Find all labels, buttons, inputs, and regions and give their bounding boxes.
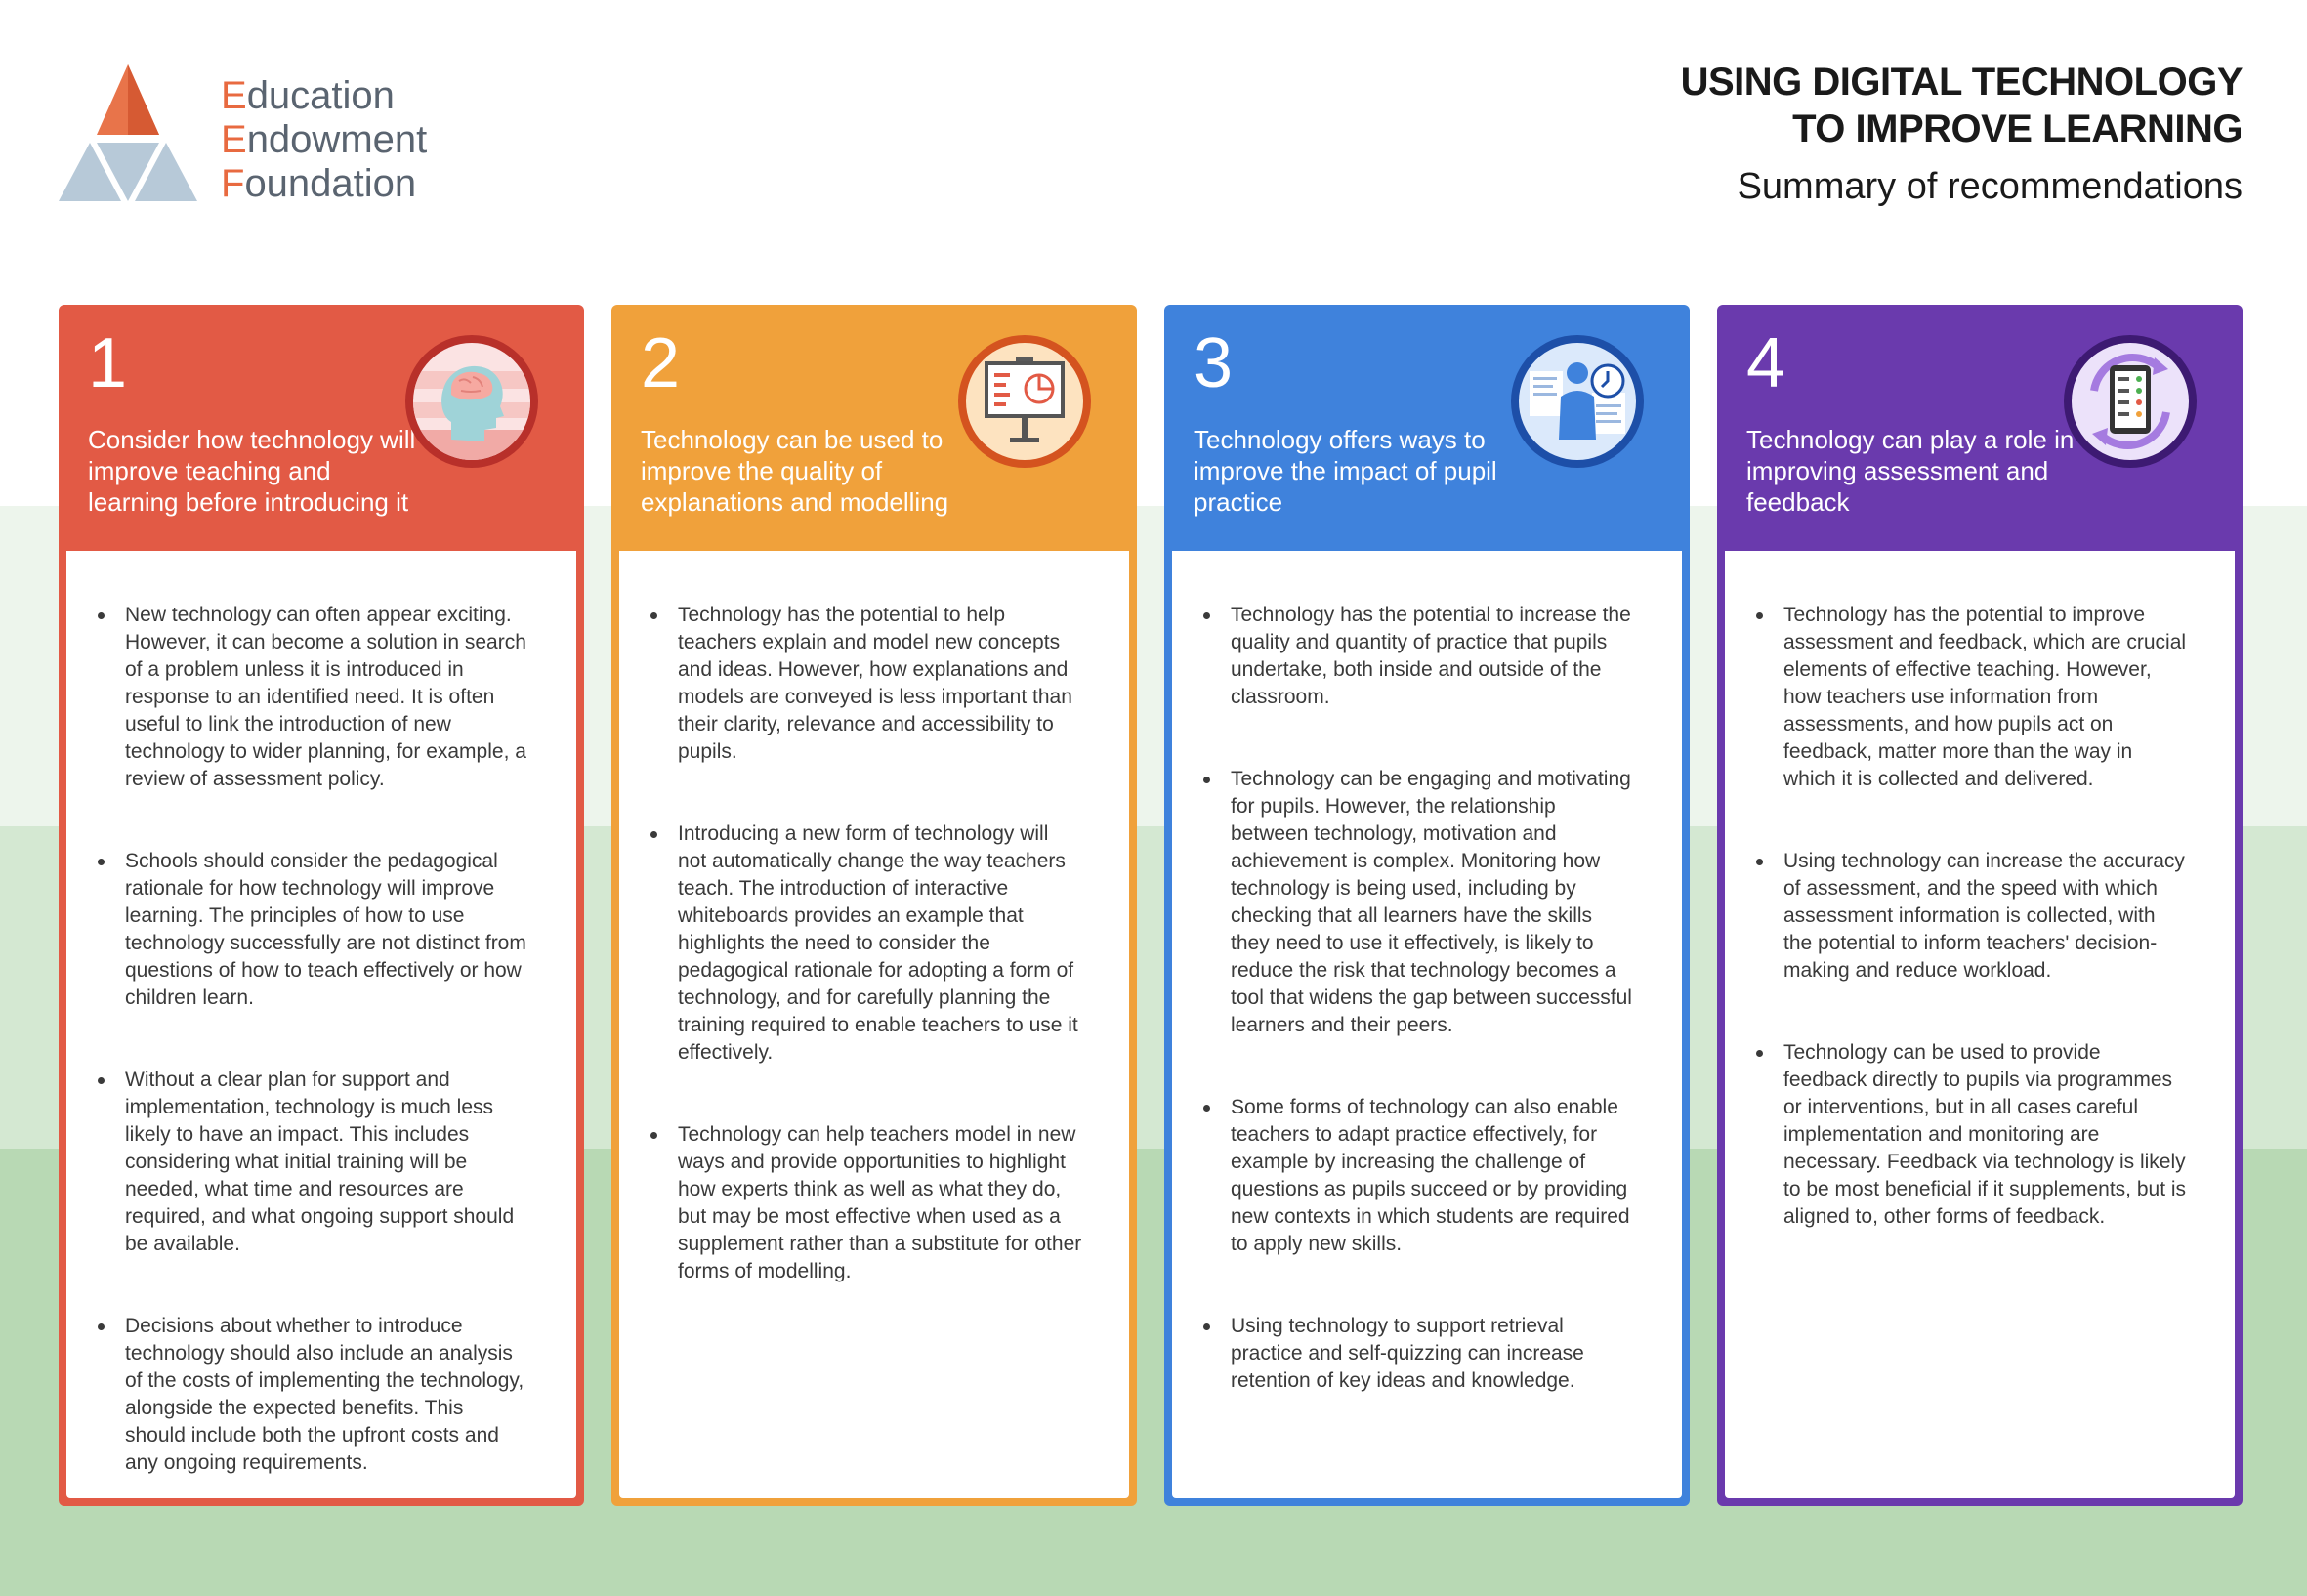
list-item: New technology can often appear exciting. However, it can become a solution in search of a problem unless it is introduced in response to an identified need. It is often useful to link the introduction of new technology to wider planning, for example, a review of assessment policy. xyxy=(86,602,529,793)
card-title: Consider how technology will improve teaching and learning before introducing it xyxy=(88,425,416,517)
card-body xyxy=(1725,551,2235,1498)
pupil-clock-icon xyxy=(1508,332,1647,471)
bullet-list xyxy=(619,551,1129,1285)
logo-wordmark xyxy=(221,74,427,206)
subtitle: Summary of recommendations xyxy=(1737,166,2243,207)
list-item: Technology has the potential to improve assessment and feedback, which are crucial elements of effective teaching. However, how teachers use information from assessments, and how pupils act on feedback, matter more than the way in which it is collected and delivered. xyxy=(1744,602,2188,793)
card-body xyxy=(66,551,576,1498)
logo-line-2: Endowment xyxy=(221,118,428,161)
list-item: Schools should consider the pedagogical rationale for how technology will improve learning. The principles of how to use technology successfully are not distinct from questions of how to teach effectively or how children learn. xyxy=(86,848,529,1012)
card-header xyxy=(611,305,1137,551)
card-header xyxy=(1164,305,1690,551)
card-body xyxy=(1172,551,1682,1498)
recommendation-card-4 xyxy=(1717,305,2243,1506)
list-item: Without a clear plan for support and implementation, technology is much less likely to have an impact. This includes considering what initial training will be needed, what time and resources are required, and what ongoing support should be available. xyxy=(86,1067,529,1258)
brain-head-icon xyxy=(402,332,541,471)
eef-logo xyxy=(59,64,469,211)
list-item: Technology can be used to provide feedback directly to pupils via programmes or interventions, but in all cases careful implementation and monitoring are necessary. Feedback via technology is likely to be most beneficial if it supplements, but is aligned to, other forms of feedback. xyxy=(1744,1039,2188,1231)
title-line-2: TO IMPROVE LEARNING xyxy=(1792,107,2243,150)
title-line-1: USING DIGITAL TECHNOLOGY xyxy=(1680,61,2243,104)
list-item: Technology has the potential to help teachers explain and model new concepts and ideas. However, how explanations and models are conveyed is less important than their clarity, relevance and accessibility to pupils. xyxy=(639,602,1082,766)
whiteboard-icon xyxy=(955,332,1094,471)
card-number: 2 xyxy=(641,324,681,402)
card-title: Technology can be used to improve the quality of explanations and modelling xyxy=(641,425,949,517)
list-item: Using technology can increase the accuracy of assessment, and the speed with which assessment information is collected, with the potential to inform teachers' decision-making and reduce workload. xyxy=(1744,848,2188,985)
card-body xyxy=(619,551,1129,1498)
card-header xyxy=(59,305,584,551)
card-number: 3 xyxy=(1194,324,1234,402)
bullet-list xyxy=(66,551,576,1477)
card-number: 4 xyxy=(1746,324,1786,402)
card-number: 1 xyxy=(88,324,128,402)
card-title: Technology can play a role in improving assessment and feedback xyxy=(1746,425,2075,517)
logo-line-3: Foundation xyxy=(221,162,417,205)
list-item: Decisions about whether to introduce technology should also include an analysis of the costs of implementing the technology, alongside the expected benefits. This should include both the upfront costs and any ongoing requirements. xyxy=(86,1313,529,1477)
document-title xyxy=(1681,59,2243,209)
tablet-feedback-icon xyxy=(2061,332,2200,471)
card-header xyxy=(1717,305,2243,551)
bullet-list xyxy=(1725,551,2235,1231)
list-item: Technology can help teachers model in new ways and provide opportunities to highlight how experts think as well as what they do, but may be most effective when used as a supplement rather than a substitute for other forms of modelling. xyxy=(639,1121,1082,1285)
recommendation-card-1 xyxy=(59,305,584,1506)
list-item: Some forms of technology can also enable teachers to adapt practice effectively, for example by increasing the challenge of questions as pupils succeed or by providing new contexts in which students are required to apply new skills. xyxy=(1192,1094,1635,1258)
list-item: Technology can be engaging and motivating for pupils. However, the relationship between technology, motivation and achievement is complex. Monitoring how technology is being used, including by checking that all learners have the skills they need to use it effectively, is likely to reduce the risk that technology becomes a tool that widens the gap between successful learners and their peers. xyxy=(1192,766,1635,1039)
recommendation-card-3 xyxy=(1164,305,1690,1506)
list-item: Using technology to support retrieval practice and self-quizzing can increase retention of key ideas and knowledge. xyxy=(1192,1313,1635,1395)
recommendation-card-2 xyxy=(611,305,1137,1506)
card-title: Technology offers ways to improve the impact of pupil practice xyxy=(1194,425,1497,517)
bullet-list xyxy=(1172,551,1682,1395)
list-item: Introducing a new form of technology will not automatically change the way teachers teach. The introduction of interactive whiteboards provides an example that highlights the need to consider the pedagogical rationale for adopting a form of technology, and for carefully planning the training required to enable teachers to use it effectively. xyxy=(639,820,1082,1067)
logo-line-1: Education xyxy=(221,74,395,117)
list-item: Technology has the potential to increase the quality and quantity of practice that pupils undertake, both inside and outside of the classroom. xyxy=(1192,602,1635,711)
eef-triangle-icon xyxy=(59,64,197,203)
